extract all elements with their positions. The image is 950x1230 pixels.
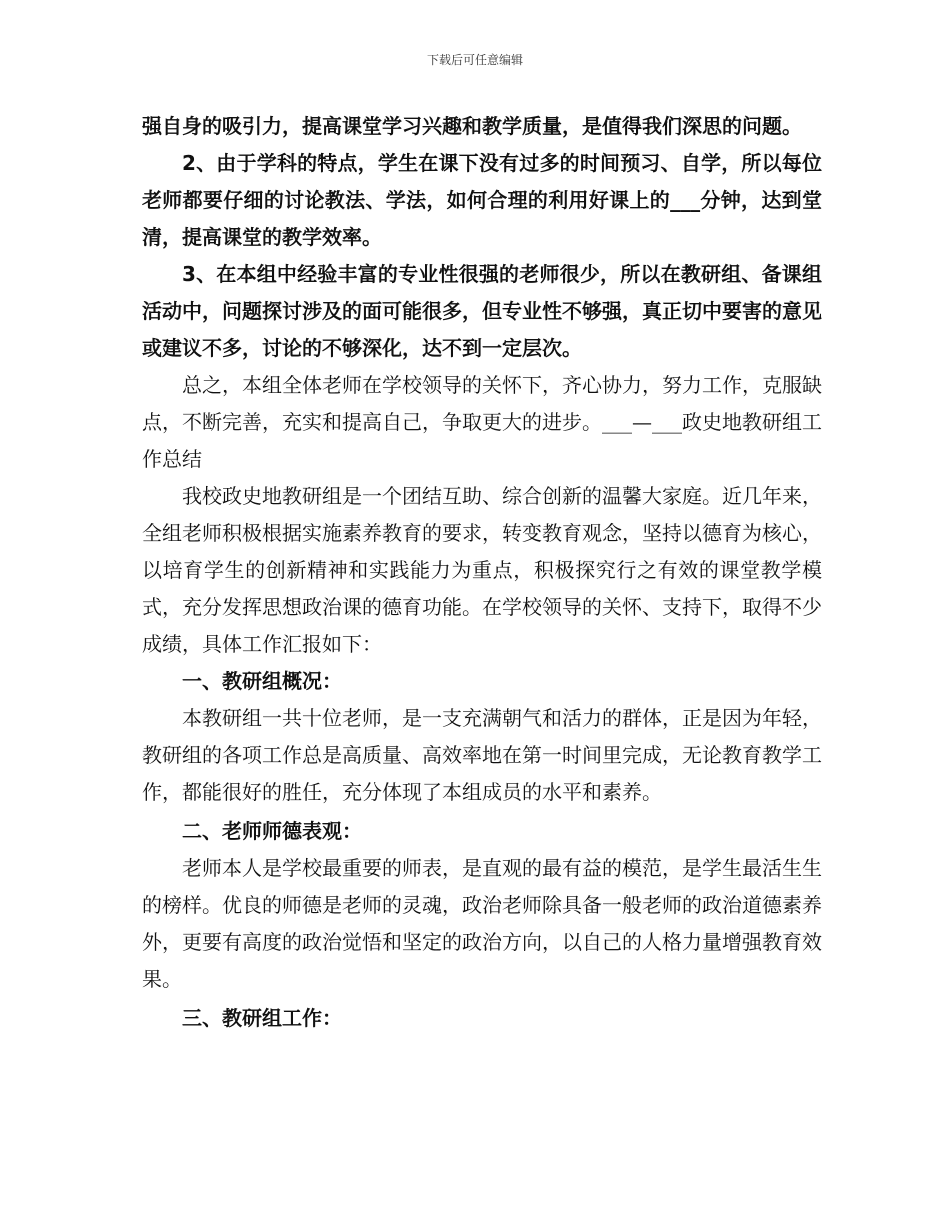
paragraph-point-2: 2、由于学科的特点，学生在课下没有过多的时间预习、自学，所以每位老师都要仔细的讨论教法、学法，如何合理的利用好课上的___分钟，达到堂清，提高课堂的教学效率。 bbox=[142, 151, 822, 249]
section-heading-2: 二、老师师德表观： bbox=[182, 819, 362, 843]
paragraph-summary: 总之，本组全体老师在学校领导的关怀下，齐心协力，努力工作，克服缺点，不断完善，充实和提高自己，争取更大的进步。___—___政史地教研组工作总结 bbox=[142, 373, 822, 471]
paragraph-intro: 我校政史地教研组是一个团结互助、综合创新的温馨大家庭。近几年来，全组老师积极根据实施素养教育的要求，转变教育观念，坚持以德育为核心，以培育学生的创新精神和实践能力为重点，积极探究行之有效的课堂教学模式，充分发挥思想政治课的德育功能。在学校领导的关怀、支持下，取得不少成绩，具体工作汇报如下： bbox=[142, 484, 822, 656]
paragraph-overview: 本教研组一共十位老师，是一支充满朝气和活力的群体，正是因为年轻，教研组的各项工作总是高质量、高效率地在第一时间里完成，无论教育教学工作，都能很好的胜任，充分体现了本组成员的水平和素养。 bbox=[142, 706, 822, 804]
page-header: 下载后可任意编辑 bbox=[426, 53, 523, 67]
section-heading-1: 一、教研组概况： bbox=[182, 669, 342, 693]
paragraph-ethics: 老师本人是学校最重要的师表，是直观的最有益的模范，是学生最活生生的榜样。优良的师德是老师的灵魂，政治老师除具备一般老师的政治道德素养外，更要有高度的政治觉悟和坚定的政治方向，以自己的人格力量增强教育效果。 bbox=[142, 856, 822, 991]
section-heading-3: 三、教研组工作： bbox=[182, 1006, 342, 1030]
document-body bbox=[142, 108, 822, 1037]
paragraph-continuation: 强自身的吸引力，提高课堂学习兴趣和教学质量，是值得我们深思的问题。 bbox=[142, 114, 802, 138]
paragraph-point-3: 3、在本组中经验丰富的专业性很强的老师很少，所以在教研组、备课组活动中，问题探讨涉及的面可能很多，但专业性不够强，真正切中要害的意见或建议不多，讨论的不够深化，达不到一定层次。 bbox=[142, 262, 822, 360]
